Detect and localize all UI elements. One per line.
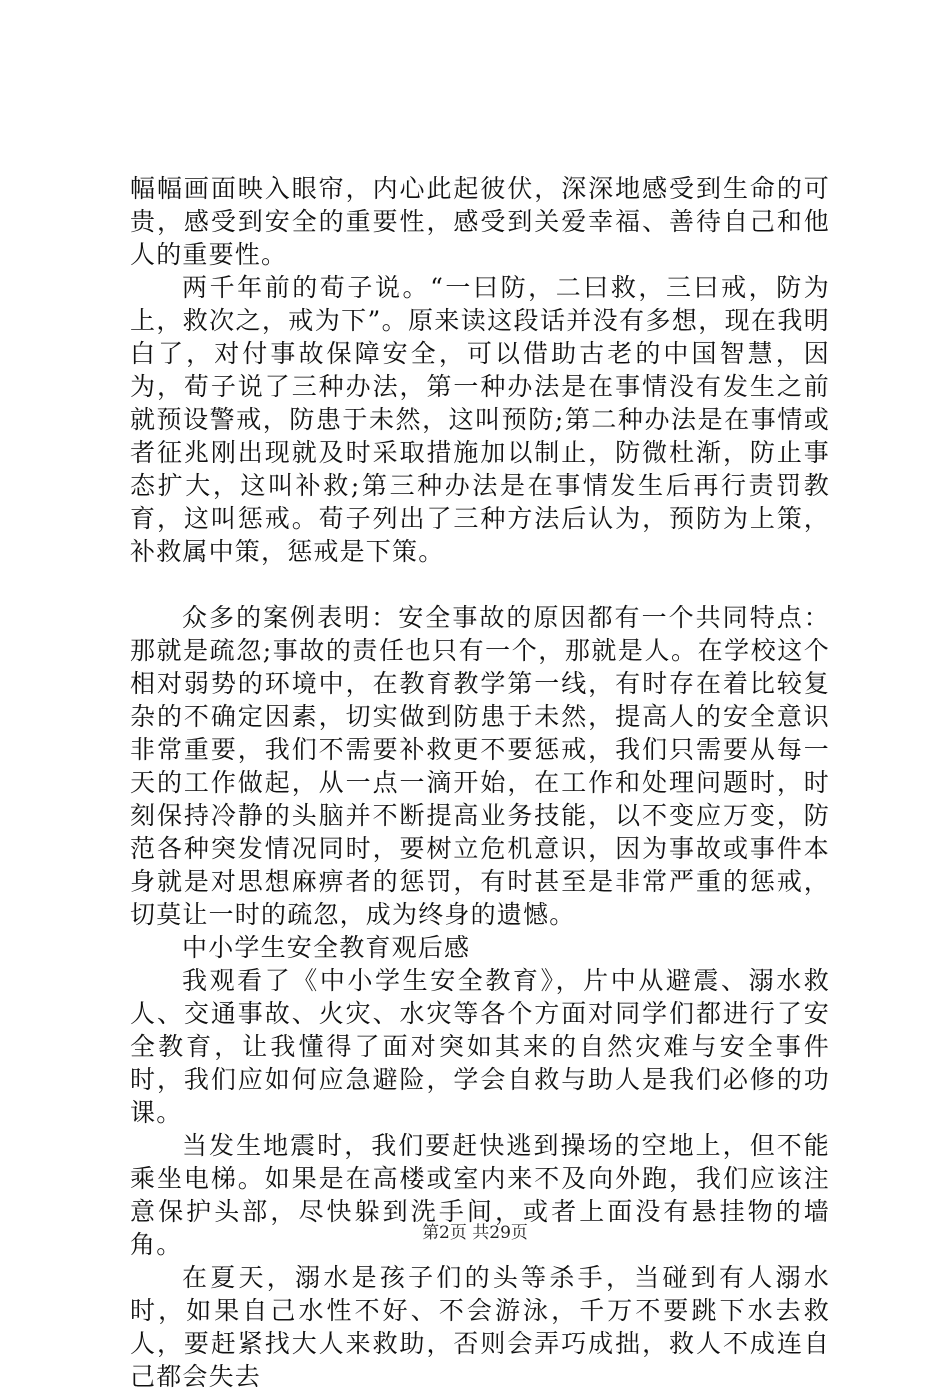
paragraph-4: 我观看了《中小学生安全教育》，片中从避震、溺水救人、交通事故、火灾、水灾等各个方面对同学们都进行了安全教育，让我懂得了面对突如其来的自然灾难与安全事件时，我们应如何应急避险，学会自救与助人是我们必修的功课。	[130, 966, 830, 1127]
document-body	[130, 172, 830, 1393]
paragraph-5: 当发生地震时，我们要赶快逃到操场的空地上，但不能乘坐电梯。如果是在高楼或室内来不及向外跑，我们应该注意保护头部，尽快躲到洗手间，或者上面没有悬挂物的墙角。	[130, 1131, 830, 1259]
page-number: 第2页 共29页	[422, 1223, 528, 1243]
paragraph-6: 在夏天，溺水是孩子们的头等杀手，当碰到有人溺水时，如果自己水性不好、不会游泳，千万不要跳下水去救人，要赶紧找大人来救助，否则会弄巧成拙，救人不成连自己都会失去	[130, 1263, 830, 1391]
paragraph-3: 众多的案例表明：安全事故的原因都有一个共同特点：那就是疏忽;事故的责任也只有一个，那就是人。在学校这个相对弱势的环境中，在教育教学第一线，有时存在着比较复杂的不确定因素，切实做到防患于未然，提高人的安全意识非常重要，我们不需要补救更不要惩戒，我们只需要从每一天的工作做起，从一点一滴开始，在工作和处理问题时，时刻保持冷静的头脑并不断提高业务技能，以不变应万变，防范各种突发情况同时，要树立危机意识，因为事故或事件本身就是对思想麻痹者的惩罚，有时甚至是非常严重的惩戒，切莫让一时的疏忽，成为终身的遗憾。	[130, 603, 830, 929]
section-title: 中小学生安全教育观后感	[182, 933, 471, 962]
paragraph-1: 幅幅画面映入眼帘，内心此起彼伏，深深地感受到生命的可贵，感受到安全的重要性，感受到关爱幸福、善待自己和他人的重要性。	[130, 174, 830, 269]
paragraph-2: 两千年前的荀子说。“一曰防，二曰救，三曰戒，防为上，救次之，戒为下”。原来读这段话并没有多想，现在我明白了，对付事故保障安全，可以借助古老的中国智慧，因为，荀子说了三种办法，第一种办法是在事情没有发生之前就预设警戒，防患于未然，这叫预防;第二种办法是在事情或者征兆刚出现就及时采取措施加以制止，防微杜渐，防止事态扩大，这叫补救;第三种办法是在事情发生后再行责罚教育，这叫惩戒。荀子列出了三种方法后认为，预防为上策，补救属中策，惩戒是下策。	[130, 273, 830, 566]
page-footer	[0, 1218, 950, 1243]
